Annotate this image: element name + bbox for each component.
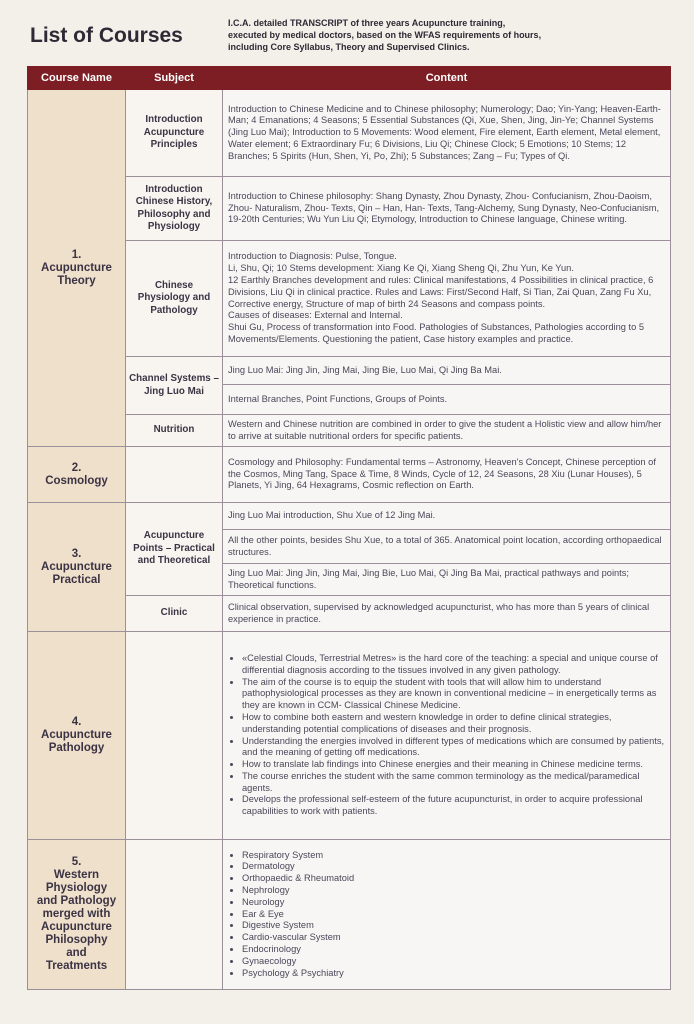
subject-clinic: Clinic [126, 596, 223, 632]
content-cosmology: Cosmology and Philosophy: Fundamental terms – Astronomy, Heaven's Concept, Chinese perception of the Cosmos, Ming Tang, Space & Time, 8 Winds, Cycle of 12, 24 Seasons, 28 Xiu (Lunar Houses), 5 Planets, Yi Jing, 64 Hexagrams, Cosmic reflection on Earth. [223, 447, 671, 503]
list-item: • The aim of the course is to equip the student with tools that will allow him to understand pathophysiological processes as they are known in conventional medicine – in energetically terms as they are known in CCM- Classical Chinese Medicine. [242, 677, 665, 712]
subject-acupuncture-pathology [126, 632, 223, 840]
list-item: • How to combine both eastern and western knowledge in order to define clinical strategies, understanding potential complications of diseases and their prognosis. [242, 712, 665, 736]
bullet-list [228, 653, 665, 818]
content-acupuncture-points-1: Jing Luo Mai introduction, Shu Xue of 12 Jing Mai. [223, 503, 671, 530]
subtitle-line: executed by medical doctors, based on the WFAS requirements of hours, [228, 30, 542, 40]
course-name-text: 2. Cosmology [45, 461, 108, 487]
table-row [28, 840, 671, 990]
list-item: • Gynaecology [242, 956, 665, 968]
content-intro-chinese-history: Introduction to Chinese philosophy: Shang Dynasty, Zhou Dynasty, Zhou- Confucianism, Zhou-Daoism, Zhou- Naturalism, Zhou- Texts, Qin – Han, Han- Texts, Tang-Alchemy, Sung Dynasty, Neo-Confucianism, 19-20th Centuries; Wu Yun Liu Qi; Etymology, Introduction to Chinese language, Chinese writing. [223, 177, 671, 241]
subtitle-line: including Core Syllabus, Theory and Supervised Clinics. [228, 42, 470, 52]
column-header-course: Course Name [28, 67, 126, 90]
content-channel-systems-1: Jing Luo Mai: Jing Jin, Jing Mai, Jing Bie, Luo Mai, Qi Jing Ba Mai. [223, 357, 671, 385]
table-row [28, 632, 671, 840]
course-name-text: 5. Western Physiology and Pathology merged with Acupuncture Philosophy and Treatments [36, 856, 117, 972]
list-item: • Ear & Eye [242, 909, 665, 921]
subtitle-line: I.C.A. detailed TRANSCRIPT of three years Acupuncture training, [228, 18, 506, 28]
list-item: • Cardio-vascular System [242, 932, 665, 944]
content-acupuncture-pathology [223, 632, 671, 840]
page-subtitle [228, 17, 608, 53]
subject-chinese-physiology: Chinese Physiology and Pathology [126, 241, 223, 357]
subject-nutrition: Nutrition [126, 415, 223, 447]
content-line: Causes of diseases: External and Internal. [228, 310, 403, 321]
subject-acupuncture-points: Acupuncture Points – Practical and Theoretical [126, 503, 223, 596]
list-item: • Develops the professional self-esteem of the future acupuncturist, in order to acquire professional capabilities to work with patients. [242, 794, 665, 818]
table-row [28, 447, 671, 503]
list-item: • Dermatology [242, 861, 665, 873]
course-name-cosmology [28, 447, 126, 503]
course-name-acupuncture-theory [28, 90, 126, 447]
list-item: • Respiratory System [242, 850, 665, 862]
content-chinese-physiology [223, 241, 671, 357]
course-name-acupuncture-pathology [28, 632, 126, 840]
content-nutrition: Western and Chinese nutrition are combined in order to give the student a Holistic view and allow him/her to arrive at suitable nutritional orders for specific patients. [223, 415, 671, 447]
course-name-text: 1. Acupuncture Theory [41, 248, 112, 287]
list-item: • Orthopaedic & Rheumatoid [242, 873, 665, 885]
list-item: • Psychology & Psychiatry [242, 968, 665, 980]
content-line: 12 Earthly Branches development and rules: Clinical manifestations, 4 Possibilities in clinical practice, 6 Divisions, Liu Qi in clinical practice. Rules and Laws: First/Second Half, Si Tian, Zai Quan, Zang Fu Xu, Corrective energy, Structure of map of birth 24 Seasons and compass points. [228, 274, 654, 309]
table-header-row [28, 67, 671, 90]
course-name-text: 3. Acupuncture Practical [41, 547, 112, 586]
subject-cosmology [126, 447, 223, 503]
subject-intro-acupuncture-principles: Introduction Acupuncture Principles [126, 90, 223, 177]
content-channel-systems-2: Internal Branches, Point Functions, Groups of Points. [223, 385, 671, 415]
content-acupuncture-points-3: Jing Luo Mai: Jing Jin, Jing Mai, Jing Bie, Luo Mai, Qi Jing Ba Mai, practical pathways and points; Theoretical functions. [223, 564, 671, 596]
course-name-text: 4. Acupuncture Pathology [41, 716, 112, 754]
courses-table [27, 66, 671, 990]
bullet-list [228, 850, 665, 980]
content-clinic: Clinical observation, supervised by acknowledged acupuncturist, who has more than 5 years of clinical experience in practice. [223, 596, 671, 632]
list-item: • Neurology [242, 897, 665, 909]
list-item: • Nephrology [242, 885, 665, 897]
content-acupuncture-points-2: All the other points, besides Shu Xue, to a total of 365. Anatomical point location, according orthopaedical structures. [223, 530, 671, 564]
list-item: • Understanding the energies involved in different types of medications which are consumed by patients, and the meaning of getting off medications. [242, 736, 665, 760]
table-row [28, 503, 671, 530]
list-item: • Digestive System [242, 920, 665, 932]
content-intro-acupuncture-principles: Introduction to Chinese Medicine and to Chinese philosophy; Numerology; Dao; Yin-Yang; Heaven-Earth-Man; 4 Emanations; 4 Seasons; 5 Essential Substances (Qi, Xue, Shen, Jing, Jin-Ye; Channel Systems (Jing Luo Mai); Introduction to 5 Movements: Wood element, Fire element, Earth element, Metal element, Water element; 6 Extraordinary Fu; 6 Divisions, Liu Qi; Chinese Clock; 5 Emotions; 10 Stems; 12 Branches; 5 Spirits (Hun, Shen, Yi, Po, Zhi); 5 Substances; Zang – Fu; Types of Qi. [223, 90, 671, 177]
subject-intro-chinese-history: Introduction Chinese History, Philosophy and Physiology [126, 177, 223, 241]
page-title: List of Courses [30, 24, 183, 47]
subject-channel-systems: Channel Systems – Jing Luo Mai [126, 357, 223, 415]
course-name-western-physiology [28, 840, 126, 990]
list-item: • The course enriches the student with the same common terminology as the medical/paramedical agents. [242, 771, 665, 795]
list-item: • How to translate lab findings into Chinese energies and their meaning in Chinese medicine terms. [242, 759, 665, 771]
course-name-acupuncture-practical [28, 503, 126, 632]
list-item: • Endocrinology [242, 944, 665, 956]
list-item: • «Celestial Clouds, Terrestrial Metres» is the hard core of the teaching: a special and unique course of differential diagnosis according to the tissues involved in any given pathology. [242, 653, 665, 677]
content-line: Shui Gu, Process of transformation into Food. Pathologies of Substances, Pathologies according to 5 Movements/Elements. Questioning the patient, Case history examples and practice. [228, 322, 645, 344]
subject-western-physiology [126, 840, 223, 990]
column-header-content: Content [223, 67, 671, 90]
content-line: Li, Shu, Qi; 10 Stems development: Xiang Ke Qi, Xiang Sheng Qi, Zhu Yun, Ke Yun. [228, 263, 574, 274]
content-line: Introduction to Diagnosis: Pulse, Tongue. [228, 251, 397, 262]
column-header-subject: Subject [126, 67, 223, 90]
table-row [28, 90, 671, 177]
content-western-physiology [223, 840, 671, 990]
